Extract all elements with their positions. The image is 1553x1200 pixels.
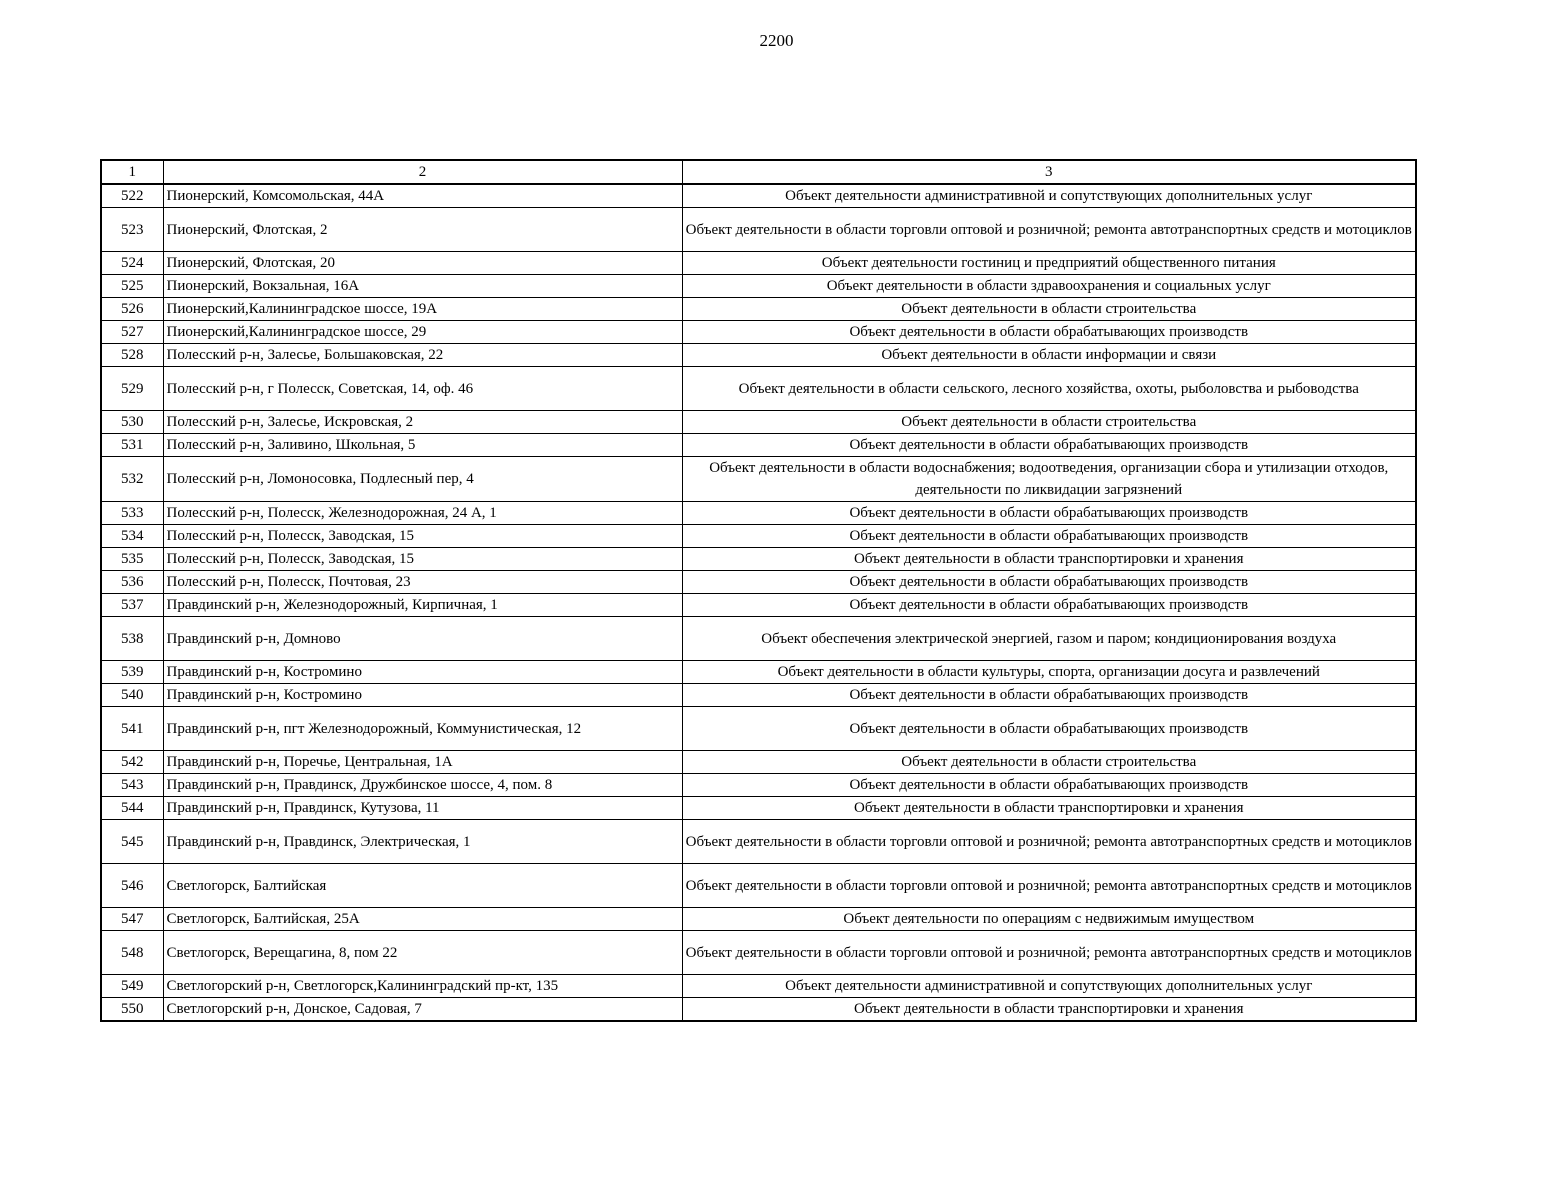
- table-row: [101, 321, 1416, 344]
- object-type-cell: Объект деятельности в области торговли оптовой и розничной; ремонта автотранспортных средств и мотоциклов: [682, 820, 1416, 864]
- address-cell: Полесский р-н, Залесье, Искровская, 2: [163, 411, 682, 434]
- object-type-cell: Объект деятельности в области строительства: [682, 411, 1416, 434]
- address-cell: Пионерский,Калининградское шоссе, 19А: [163, 298, 682, 321]
- table-row: [101, 252, 1416, 275]
- address-cell: Правдинский р-н, Поречье, Центральная, 1А: [163, 751, 682, 774]
- object-type-cell: Объект деятельности в области культуры, спорта, организации досуга и развлечений: [682, 661, 1416, 684]
- row-number-cell: 527: [101, 321, 163, 344]
- row-number-cell: 547: [101, 908, 163, 931]
- address-cell: Правдинский р-н, пгт Железнодорожный, Коммунистическая, 12: [163, 707, 682, 751]
- address-cell: Пионерский, Флотская, 20: [163, 252, 682, 275]
- object-type-cell: Объект деятельности в области обрабатывающих производств: [682, 321, 1416, 344]
- table-row: [101, 707, 1416, 751]
- table-row: [101, 457, 1416, 502]
- table-body: [101, 160, 1416, 1021]
- column-header-number: 1: [101, 160, 163, 184]
- object-type-cell: Объект деятельности в области информации и связи: [682, 344, 1416, 367]
- table-row: [101, 275, 1416, 298]
- object-type-cell: Объект деятельности в области торговли оптовой и розничной; ремонта автотранспортных средств и мотоциклов: [682, 208, 1416, 252]
- address-cell: Правдинский р-н, Правдинск, Дружбинское шоссе, 4, пом. 8: [163, 774, 682, 797]
- table-row: [101, 502, 1416, 525]
- address-cell: Полесский р-н, Полесск, Заводская, 15: [163, 525, 682, 548]
- table-row: [101, 434, 1416, 457]
- address-cell: Пионерский, Вокзальная, 16А: [163, 275, 682, 298]
- row-number-cell: 526: [101, 298, 163, 321]
- object-type-cell: Объект деятельности в области строительства: [682, 298, 1416, 321]
- object-type-cell: Объект деятельности в области обрабатывающих производств: [682, 684, 1416, 707]
- row-number-cell: 525: [101, 275, 163, 298]
- row-number-cell: 524: [101, 252, 163, 275]
- table-row: [101, 998, 1416, 1022]
- page-number: 2200: [759, 31, 794, 50]
- object-type-cell: Объект деятельности в области водоснабжения; водоотведения, организации сбора и утилизации отходов, деятельности по ликвидации загрязнений: [682, 457, 1416, 502]
- object-type-cell: Объект деятельности по операциям с недвижимым имуществом: [682, 908, 1416, 931]
- object-type-cell: Объект деятельности в области обрабатывающих производств: [682, 434, 1416, 457]
- row-number-cell: 529: [101, 367, 163, 411]
- table-row: [101, 661, 1416, 684]
- object-type-cell: Объект деятельности в области транспортировки и хранения: [682, 998, 1416, 1022]
- table-row: [101, 820, 1416, 864]
- address-cell: Пионерский, Флотская, 2: [163, 208, 682, 252]
- table-row: [101, 908, 1416, 931]
- row-number-cell: 535: [101, 548, 163, 571]
- address-cell: Полесский р-н, Ломоносовка, Подлесный пер, 4: [163, 457, 682, 502]
- address-cell: Полесский р-н, Полесск, Заводская, 15: [163, 548, 682, 571]
- object-type-cell: Объект деятельности административной и сопутствующих дополнительных услуг: [682, 975, 1416, 998]
- column-header-address: 2: [163, 160, 682, 184]
- row-number-cell: 523: [101, 208, 163, 252]
- row-number-cell: 542: [101, 751, 163, 774]
- address-cell: Светлогорский р-н, Светлогорск,Калининградский пр-кт, 135: [163, 975, 682, 998]
- row-number-cell: 522: [101, 184, 163, 208]
- table-row: [101, 774, 1416, 797]
- table-row: [101, 931, 1416, 975]
- column-header-type: 3: [682, 160, 1416, 184]
- address-cell: Правдинский р-н, Правдинск, Электрическая, 1: [163, 820, 682, 864]
- object-type-cell: Объект деятельности в области торговли оптовой и розничной; ремонта автотранспортных средств и мотоциклов: [682, 931, 1416, 975]
- row-number-cell: 528: [101, 344, 163, 367]
- table-row: [101, 617, 1416, 661]
- table-row: [101, 525, 1416, 548]
- address-cell: Правдинский р-н, Железнодорожный, Кирпичная, 1: [163, 594, 682, 617]
- table-row: [101, 411, 1416, 434]
- table-row: [101, 298, 1416, 321]
- row-number-cell: 539: [101, 661, 163, 684]
- table-row: [101, 548, 1416, 571]
- table-row: [101, 184, 1416, 208]
- address-cell: Полесский р-н, Полесск, Железнодорожная, 24 А, 1: [163, 502, 682, 525]
- address-cell: Пионерский,Калининградское шоссе, 29: [163, 321, 682, 344]
- address-cell: Правдинский р-н, Правдинск, Кутузова, 11: [163, 797, 682, 820]
- object-type-cell: Объект обеспечения электрической энергией, газом и паром; кондиционирования воздуха: [682, 617, 1416, 661]
- row-number-cell: 545: [101, 820, 163, 864]
- row-number-cell: 544: [101, 797, 163, 820]
- object-type-cell: Объект деятельности в области обрабатывающих производств: [682, 525, 1416, 548]
- row-number-cell: 534: [101, 525, 163, 548]
- registry-table: [100, 159, 1417, 1022]
- table-row: [101, 594, 1416, 617]
- row-number-cell: 532: [101, 457, 163, 502]
- object-type-cell: Объект деятельности в области строительства: [682, 751, 1416, 774]
- address-cell: Полесский р-н, Полесск, Почтовая, 23: [163, 571, 682, 594]
- table-row: [101, 975, 1416, 998]
- address-cell: Светлогорский р-н, Донское, Садовая, 7: [163, 998, 682, 1022]
- object-type-cell: Объект деятельности административной и сопутствующих дополнительных услуг: [682, 184, 1416, 208]
- address-cell: Полесский р-н, г Полесск, Советская, 14, оф. 46: [163, 367, 682, 411]
- object-type-cell: Объект деятельности в области торговли оптовой и розничной; ремонта автотранспортных средств и мотоциклов: [682, 864, 1416, 908]
- table-row: [101, 344, 1416, 367]
- row-number-cell: 533: [101, 502, 163, 525]
- address-cell: Правдинский р-н, Домново: [163, 617, 682, 661]
- table-row: [101, 208, 1416, 252]
- row-number-cell: 543: [101, 774, 163, 797]
- table-header-row: [101, 160, 1416, 184]
- row-number-cell: 530: [101, 411, 163, 434]
- address-cell: Пионерский, Комсомольская, 44А: [163, 184, 682, 208]
- row-number-cell: 550: [101, 998, 163, 1022]
- object-type-cell: Объект деятельности в области обрабатывающих производств: [682, 594, 1416, 617]
- object-type-cell: Объект деятельности гостиниц и предприятий общественного питания: [682, 252, 1416, 275]
- object-type-cell: Объект деятельности в области транспортировки и хранения: [682, 797, 1416, 820]
- object-type-cell: Объект деятельности в области обрабатывающих производств: [682, 502, 1416, 525]
- row-number-cell: 546: [101, 864, 163, 908]
- row-number-cell: 538: [101, 617, 163, 661]
- row-number-cell: 548: [101, 931, 163, 975]
- table-row: [101, 864, 1416, 908]
- row-number-cell: 549: [101, 975, 163, 998]
- row-number-cell: 536: [101, 571, 163, 594]
- table-row: [101, 684, 1416, 707]
- table-row: [101, 571, 1416, 594]
- row-number-cell: 541: [101, 707, 163, 751]
- table-row: [101, 367, 1416, 411]
- object-type-cell: Объект деятельности в области обрабатывающих производств: [682, 774, 1416, 797]
- address-cell: Правдинский р-н, Костромино: [163, 661, 682, 684]
- address-cell: Полесский р-н, Залесье, Большаковская, 22: [163, 344, 682, 367]
- address-cell: Правдинский р-н, Костромино: [163, 684, 682, 707]
- table-row: [101, 751, 1416, 774]
- object-type-cell: Объект деятельности в области здравоохранения и социальных услуг: [682, 275, 1416, 298]
- address-cell: Светлогорск, Балтийская, 25А: [163, 908, 682, 931]
- address-cell: Полесский р-н, Заливино, Школьная, 5: [163, 434, 682, 457]
- address-cell: Светлогорск, Верещагина, 8, пом 22: [163, 931, 682, 975]
- object-type-cell: Объект деятельности в области сельского, лесного хозяйства, охоты, рыболовства и рыбоводства: [682, 367, 1416, 411]
- row-number-cell: 540: [101, 684, 163, 707]
- row-number-cell: 537: [101, 594, 163, 617]
- object-type-cell: Объект деятельности в области транспортировки и хранения: [682, 548, 1416, 571]
- table-row: [101, 797, 1416, 820]
- address-cell: Светлогорск, Балтийская: [163, 864, 682, 908]
- row-number-cell: 531: [101, 434, 163, 457]
- object-type-cell: Объект деятельности в области обрабатывающих производств: [682, 571, 1416, 594]
- object-type-cell: Объект деятельности в области обрабатывающих производств: [682, 707, 1416, 751]
